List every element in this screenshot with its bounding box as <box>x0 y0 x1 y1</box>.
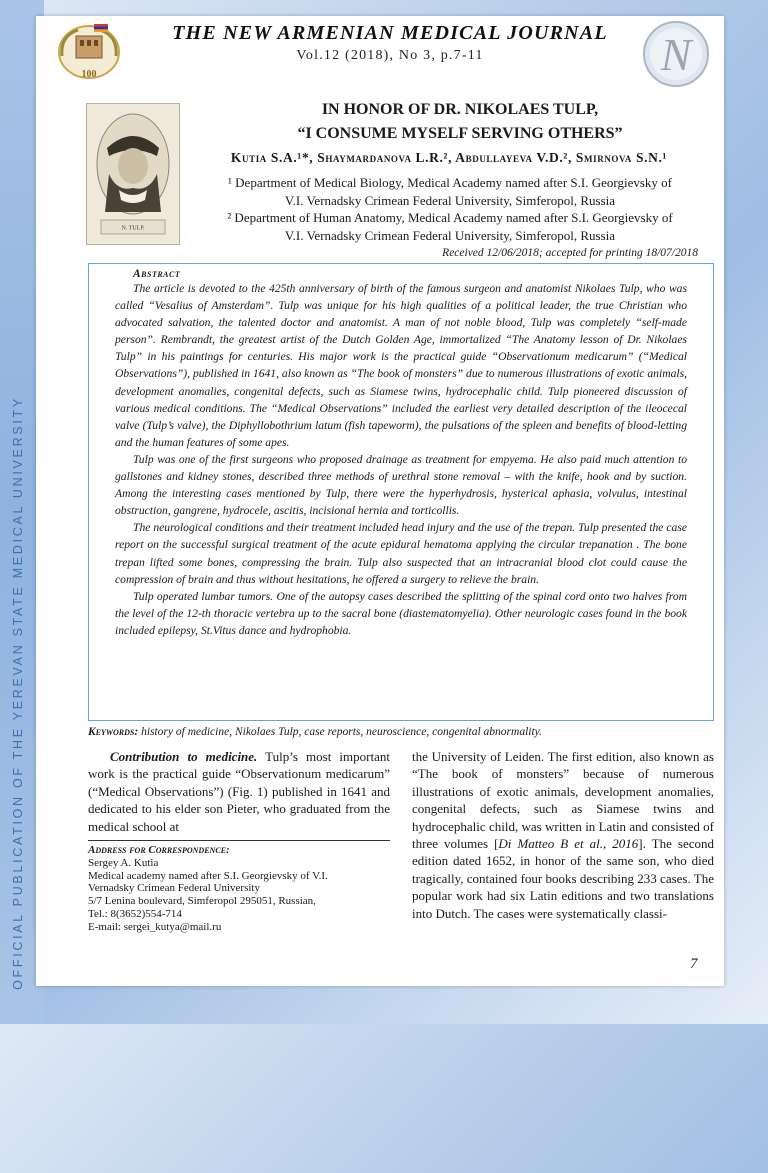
keywords-label: Keywords: <box>88 726 139 738</box>
article-title <box>190 98 730 146</box>
abstract-paragraph: The article is devoted to the 425th anniversary of birth of the famous surgeon and anatomist Nikolaes Tulp, who was called “Vesalius of Amsterdam”. Tulp was unique for his high qualities of a political leader, the true Christian who advocated salvation, the talented doctor and anatomist. A man of not noble blood, Tulp was completely “self-made person”. Rembrandt, the greatest artist of the Dutch Golden Age, immortalized “The Anatomy lesson of Dr. Nikolaes Tulp” in his paintings for centuries. His major work is the practical guide “Observationum medicarum” (“Medical Observations”), published in 1641, also known as “The book of monsters” due to numerous illustrations of exotic animals, development anomalies, congenital defects, such as Siamese twins, hydrocephalic child. Tulp pioneered discussion of various medical conditions. The “Medical Observations” included the earliest very detailed description of the ileocecal valve (Tulp’s valve), the Diphyllobothrium latum (fish tapeworm), the pulsations of the spleen and benefits of blood-letting and the human features of some apes. <box>115 282 687 449</box>
correspondence-line: Tel.: 8(3652)554-714 <box>88 907 182 920</box>
abstract-paragraph: Tulp operated lumbar tumors. One of the autopsy cases described the splitting of the spinal cord onto two halves from the level of the 12-th thoracic vertebra up to the sacral bone (diastematomyelia). Other neurologic cases found in the book included epilepsy, St.Vitus dance and hydrophobia. <box>115 589 687 637</box>
abstract-box <box>88 263 714 721</box>
correspondence-line: Sergey A. Kutia <box>88 856 159 869</box>
keywords-text: history of medicine, Nikolaes Tulp, case reports, neuroscience, congenital abnormality. <box>138 726 543 738</box>
abstract-paragraph: The neurological conditions and their treatment included head injury and the use of the trepan. Tulp presented the case report on the successful surgical treatment of the acute epidural hematoma applying the circular trepanation . The bone trepan lifted some bones, compressing the brain. Tulp also suspected that an intracranial blood clot could cause the compression of brain and thus without hesitations, he offered a surgery to relieve the brain. <box>115 521 687 586</box>
affiliations <box>190 174 710 244</box>
body-text: the University of Leiden. The first edition, also known as “The book of monsters” because of numerous illustrations of exotic animals, development anomalies, congenital defects, such as Siamese twins and hydrocephalic child, was written in Latin and consisted of three volumes [ <box>412 749 714 852</box>
abstract-heading: Abstract <box>133 268 181 280</box>
article-title-line1: IN HONOR OF DR. NIKOLAES TULP, <box>321 101 599 118</box>
logo-letter: N <box>660 29 692 80</box>
correspondence-line: 5/7 Lenina boulevard, Simferopol 295051, Russian, <box>88 895 316 908</box>
affiliation-line: ¹ Department of Medical Biology, Medical Academy named after S.I. Georgievsky of <box>228 175 672 190</box>
body-text: Tulp’s most important work is the practical guide “Observationum medicarum” (“Medical Observations”) (Fig. 1) published in 1641 and dedicated to his elder son Pieter, who graduated from the medical school at <box>88 749 390 834</box>
side-banner-text: OFFICIAL PUBLICATION OF THE YEREVAN STATE MEDICAL UNIVERSITY <box>11 396 25 990</box>
correspondence-line: Vernadsky Crimean Federal University <box>88 882 260 895</box>
citation-link[interactable]: Di Matteo B et al., 2016 <box>498 836 639 852</box>
received-date: Received 12/06/2018; accepted for printing 18/07/2018 <box>442 247 698 259</box>
journal-volume: Vol.12 (2018), No 3, p.7-11 <box>296 48 484 63</box>
logo-number: 100 <box>81 69 97 80</box>
correspondence-email[interactable]: E-mail: sergei_kutya@mail.ru <box>88 920 222 933</box>
body-left-column <box>88 748 390 835</box>
university-logo <box>54 22 124 86</box>
tulp-portrait <box>86 103 180 245</box>
correspondence-block <box>88 840 390 934</box>
page-number: 7 <box>690 956 698 972</box>
body-text: ]. The second edition dated 1652, in honor of the same son, who died tragically, contained four books describing 233 cases. The popular work had six Latin editions and two translations into Dutch. The cases were systematically classi- <box>412 836 714 921</box>
journal-title: THE NEW ARMENIAN MEDICAL JOURNAL <box>172 22 608 44</box>
affiliation-line: V.I. Vernadsky Crimean Federal University, Simferopol, Russia <box>284 192 616 208</box>
affiliation-line: ² Department of Human Anatomy, Medical Academy named after S.I. Georgievsky of <box>227 210 673 225</box>
correspondence-heading: Address for Correspondence: <box>88 844 230 856</box>
correspondence-line: Medical academy named after S.I. Georgievsky of V.I. <box>88 869 328 882</box>
journal-logo <box>640 18 712 90</box>
portrait-caption: N. TULP. <box>121 225 145 232</box>
affiliation-line: V.I. Vernadsky Crimean Federal University, Simferopol, Russia <box>284 227 616 243</box>
keywords <box>88 726 714 738</box>
section-heading: Contribution to medicine. <box>110 749 258 764</box>
abstract-paragraph: Tulp was one of the first surgeons who proposed drainage as treatment for empyema. He also paid much attention to gallstones and kidney stones, described three methods of urethral stone removal – with the knife, hook and by suction. Among the interesting cases mentioned by Tulp, there were the hyperhydrosis, hysterical aphasia, volvulus, intestinal obstruction, gangrene, hydrocele, ascitis, incisional hernia and torticollis. <box>115 452 687 518</box>
body-right-column <box>412 748 714 922</box>
article-title-line2: “I CONSUME MYSELF SERVING OTHERS” <box>297 125 623 142</box>
authors: Kutia S.A.¹*, Shaymardanova L.R.², Abdullayeva V.D.², Smirnova S.N.¹ <box>230 150 668 165</box>
